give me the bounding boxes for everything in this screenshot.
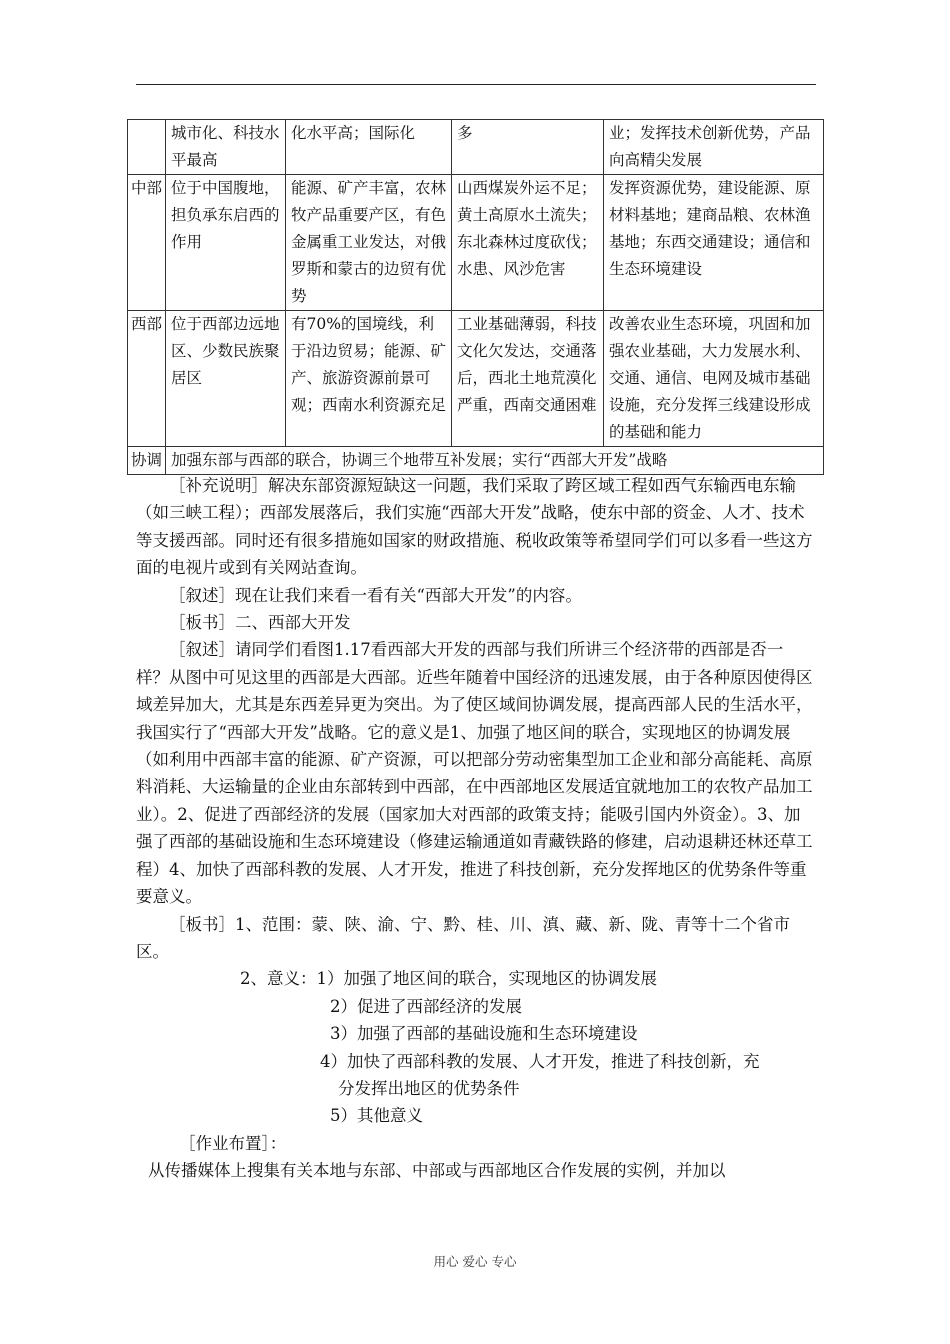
coordination-cell: 加强东部与西部的联合，协调三个地带互补发展；实行“西部大开发”战略 bbox=[166, 447, 824, 475]
narration-paragraph: ［叙述］现在让我们来看一看有关“西部大开发”的内容。 bbox=[169, 585, 582, 605]
significance-item: 4）加快了西部科教的发展、人才开发，推进了科技创新，充 bbox=[320, 1051, 760, 1071]
problems-cell: 多 bbox=[452, 120, 604, 175]
significance-item-continued: 分发挥出地区的优势条件 bbox=[338, 1078, 520, 1098]
measures-cell: 业；发挥技术创新优势，产品向高精尖发展 bbox=[604, 120, 824, 175]
table-row bbox=[128, 447, 824, 475]
advantages-cell: 能源、矿产丰富，农林牧产品重要产区，有色金属重工业发达，对俄罗斯和蒙古的边贸有优势 bbox=[286, 175, 452, 311]
board-heading: ［板书］二、西部大开发 bbox=[169, 613, 351, 633]
significance-item: 2）促进了西部经济的发展 bbox=[330, 996, 522, 1016]
location-cell: 城市化、科技水平最高 bbox=[166, 120, 286, 175]
location-cell: 位于中国腹地，担负承东启西的作用 bbox=[166, 175, 286, 311]
homework-body: 从传播媒体上搜集有关本地与东部、中部或与西部地区合作发展的实例，并加以 bbox=[148, 1161, 726, 1181]
body-text bbox=[136, 472, 816, 1185]
significance-item: 2、意义：1）加强了地区间的联合，实现地区的协调发展 bbox=[240, 969, 657, 989]
homework-title: ［作业布置］： bbox=[179, 1133, 287, 1153]
significance-item: 3）加强了西部的基础设施和生态环境建设 bbox=[330, 1024, 638, 1044]
region-cell: 西部 bbox=[128, 311, 166, 447]
significance-item: 5）其他意义 bbox=[330, 1106, 423, 1126]
problems-cell: 山西煤炭外运不足；黄土高原水土流失；东北森林过度砍伐；水患、风沙危害 bbox=[452, 175, 604, 311]
problems-cell: 工业基础薄弱，科技文化欠发达，交通落后，西北土地荒漠化严重，西南交通困难 bbox=[452, 311, 604, 447]
location-cell: 位于西部边远地区、少数民族聚居区 bbox=[166, 311, 286, 447]
table-row bbox=[128, 175, 824, 311]
measures-cell: 发挥资源优势，建设能源、原材料基地；建商品粮、农林渔基地；东西交通建设；通信和生态环境建设 bbox=[604, 175, 824, 311]
board-scope-line: ［板书］1、范围：蒙、陕、渝、宁、黔、桂、川、滇、藏、新、陇、青等十二个省市区。 bbox=[136, 914, 790, 961]
table-row bbox=[128, 120, 824, 175]
region-cell bbox=[128, 120, 166, 175]
region-cell: 中部 bbox=[128, 175, 166, 311]
page-footer: 用心 爱心 专心 bbox=[433, 1254, 517, 1269]
advantages-cell: 化水平高；国际化 bbox=[286, 120, 452, 175]
narration-paragraph: ［叙述］请同学们看图1.17看西部大开发的西部与我们所讲三个经济带的西部是否一样？从图中可见这里的西部是大西部。近些年随着中国经济的迅速发展，由于各种原因使得区域差异加大，尤其是东西差异更为突出。为了使区域间协调发展，提高西部人民的生活水平，我国实行了“西部大开发”战略。它的意义是1、加强了地区间的联合，实现地区的协调发展（如利用中西部丰富的能源、矿产资源，可以把部分劳动密集型加工企业和部分高能耗、高原料消耗、大运输量的企业由东部转到中西部，在中西部地区发展适宜就地加工的农牧产品加工业）。2、促进了西部经济的发展（国家加大对西部的政策支持；能吸引国内外资金）。3、加强了西部的基础设施和生态环境建设（修建运输通道如青藏铁路的修建，启动退耕还林还草工程）4、加快了西部科教的发展、人才开发，推进了科技创新，充分发挥地区的优势条件等重要意义。 bbox=[136, 640, 813, 907]
table-row bbox=[128, 311, 824, 447]
measures-cell: 改善农业生态环境，巩固和加强农业基础，大力发展水利、交通、通信、电网及城市基础设施，充分发挥三线建设形成的基础和能力 bbox=[604, 311, 824, 447]
supplement-paragraph: ［补充说明］解决东部资源短缺这一问题，我们采取了跨区域工程如西气东输西电东输（如三峡工程）；西部发展落后，我们实施“西部大开发”战略，使东中部的资金、人才、技术等支援西部。同时还有很多措施如国家的财政措施、税收政策等希望同学们可以多看一些这方面的电视片或到有关网站查询。 bbox=[136, 476, 813, 578]
advantages-cell: 有70%的国境线，利于沿边贸易；能源、矿产、旅游资源前景可观；西南水利资源充足 bbox=[286, 311, 452, 447]
header-rule bbox=[136, 84, 816, 85]
region-cell: 协调 bbox=[128, 447, 166, 475]
region-comparison-table bbox=[127, 119, 824, 475]
